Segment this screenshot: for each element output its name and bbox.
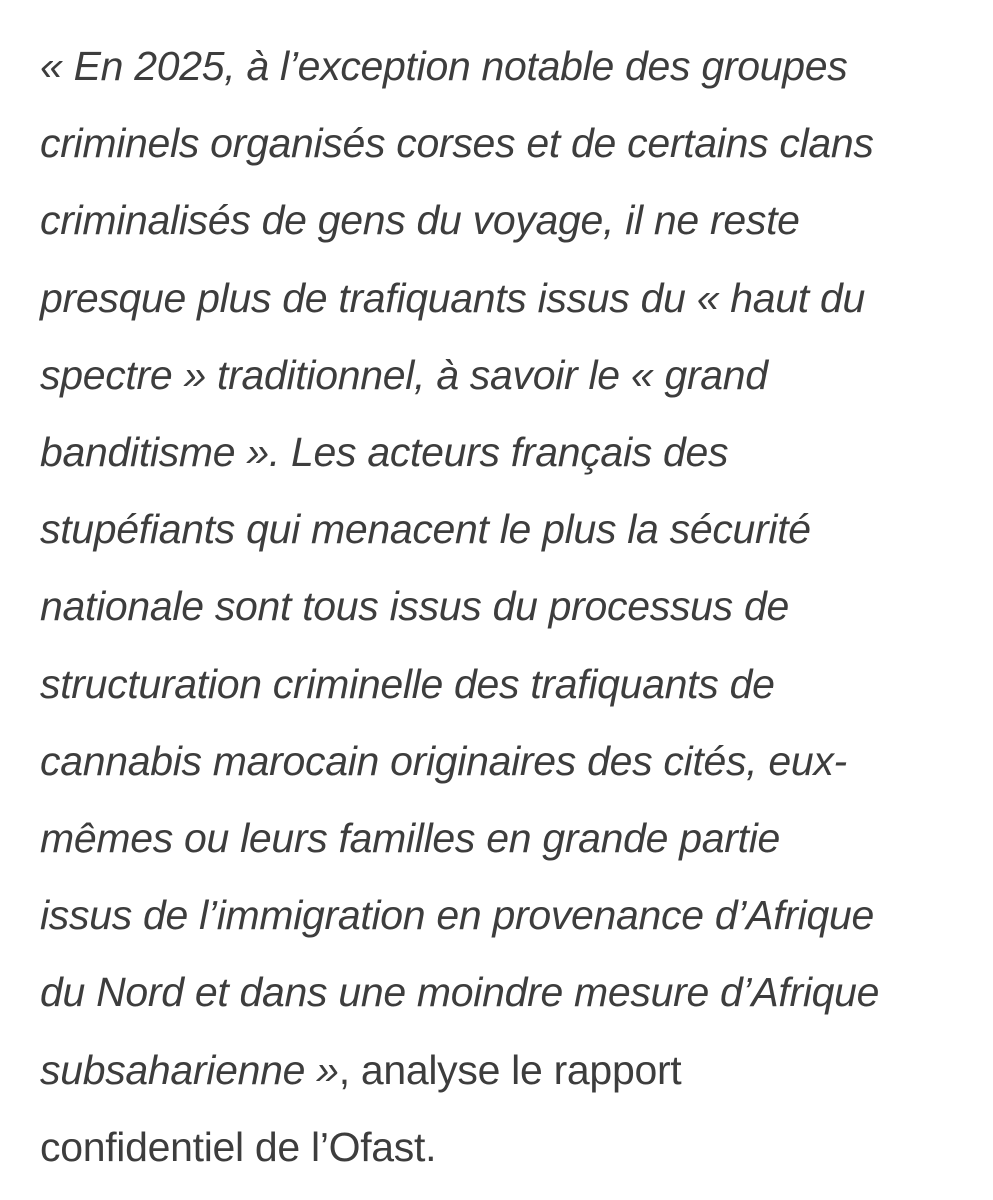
quote-line: stupéfiants qui menacent le plus la sécurité: [40, 506, 811, 553]
quote-line: structuration criminelle des trafiquants de: [40, 660, 775, 707]
quote-line: cannabis marocain originaires des cités, eux-: [40, 737, 847, 784]
quote-line: spectre » traditionnel, à savoir le « grand: [40, 351, 768, 398]
quote-line: « En 2025, à l’exception notable des groupes: [40, 43, 848, 89]
quote-closing: subsaharienne »: [40, 1046, 339, 1093]
quote-line: presque plus de trafiquants issus du « haut du: [40, 274, 865, 321]
quote-line: banditisme ». Les acteurs français des: [40, 429, 729, 476]
article-paragraph: [40, 28, 980, 1186]
attribution-line: confidentiel de l’Ofast.: [40, 1123, 437, 1170]
quote-line: mêmes ou leurs familles en grande partie: [40, 815, 781, 862]
quote-line: criminels organisés corses et de certains clans: [40, 120, 874, 167]
quote-line: du Nord et dans une moindre mesure d’Afrique: [40, 969, 880, 1016]
quote-line: issus de l’immigration en provenance d’Afrique: [40, 892, 874, 939]
mixed-line: [40, 1032, 980, 1109]
quote-line: nationale sont tous issus du processus de: [40, 583, 789, 630]
quote-line: criminalisés de gens du voyage, il ne reste: [40, 197, 800, 244]
attribution-text: , analyse le rapport: [338, 1046, 682, 1093]
